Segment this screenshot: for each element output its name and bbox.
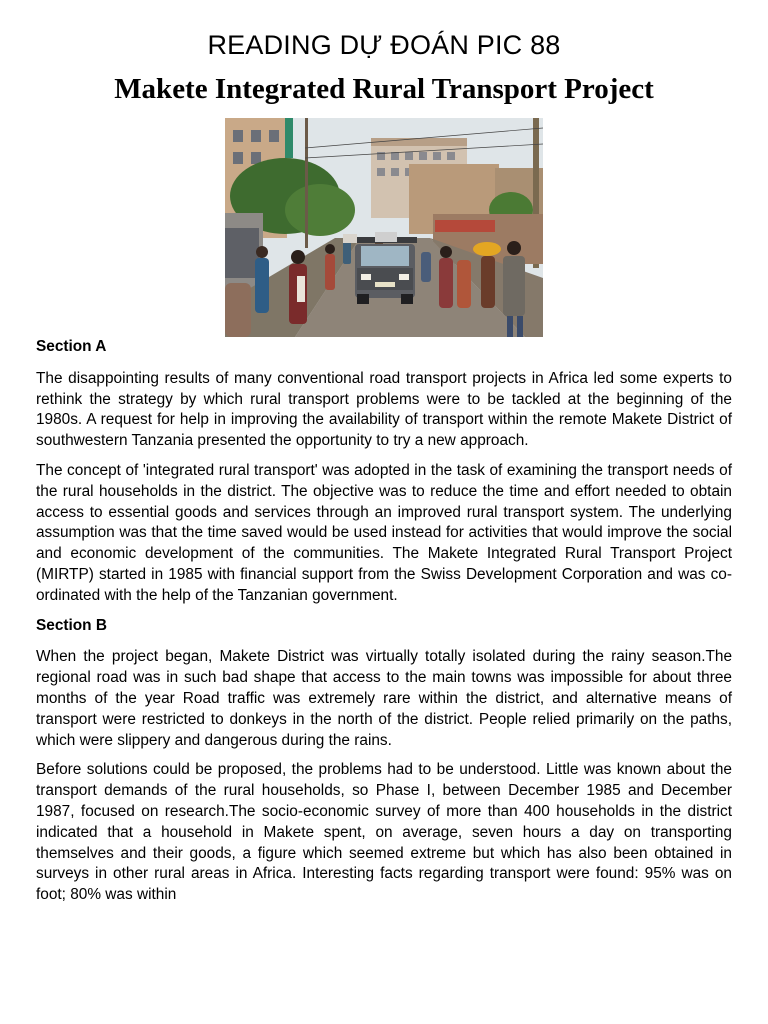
section-b-heading: Section B [36, 616, 107, 634]
street-scene-photo [225, 118, 543, 337]
section-a-paragraph: The disappointing results of many conventional road transport projects in Africa led some experts to rethink the strategy by which rural transport problems were to be tackled at the beginning of the 1980s. A request for help in improving the availability of transport within the remote Makete District of southwestern Tanzania presented the opportunity to try a new approach. [36, 369, 732, 450]
section-b-paragraph: Before solutions could be proposed, the problems had to be understood. Little was known about the transport demands of the rural households, so Phase I, between December 1985 and December 1987, focused on research.The socio-economic survey of more than 400 households in the district indicated that a household in Makete spent, on average, seven hours a day on transporting themselves and their goods, a figure which seemed extreme but which has also been obtained in surveys in other rural areas in Africa. Interesting facts regarding transport were found: 95% was on foot; 80% was within [36, 761, 732, 904]
page-title: READING DỰ ĐOÁN PIC 88 [207, 30, 561, 60]
article-body [36, 337, 732, 906]
section-a-paragraph: The concept of 'integrated rural transport' was adopted in the task of examining the transport needs of the rural households in the district. The objective was to reduce the time and effort needed to obtain access to essential goods and services through an improved rural transport system. The underlying assumption was that the time saved would be used instead for activities that would improve the social and economic development of the communities. The Makete Integrated Rural Transport Project (MIRTP) started in 1985 with financial support from the Swiss Development Corporation and was co-ordinated with the help of the Tanzanian government. [36, 461, 732, 604]
section-a-heading: Section A [36, 338, 107, 355]
article-title: Makete Integrated Rural Transport Project [114, 73, 654, 105]
section-b-paragraph: When the project began, Makete District was virtually totally isolated during the rainy season.The regional road was in such bad shape that access to the main towns was impossible for about three months of the year Road traffic was extremely rare within the district, and alternative means of transport were restricted to donkeys in the north of the district. People relied primarily on the paths, which were slippery and dangerous during the rains. [36, 648, 732, 749]
